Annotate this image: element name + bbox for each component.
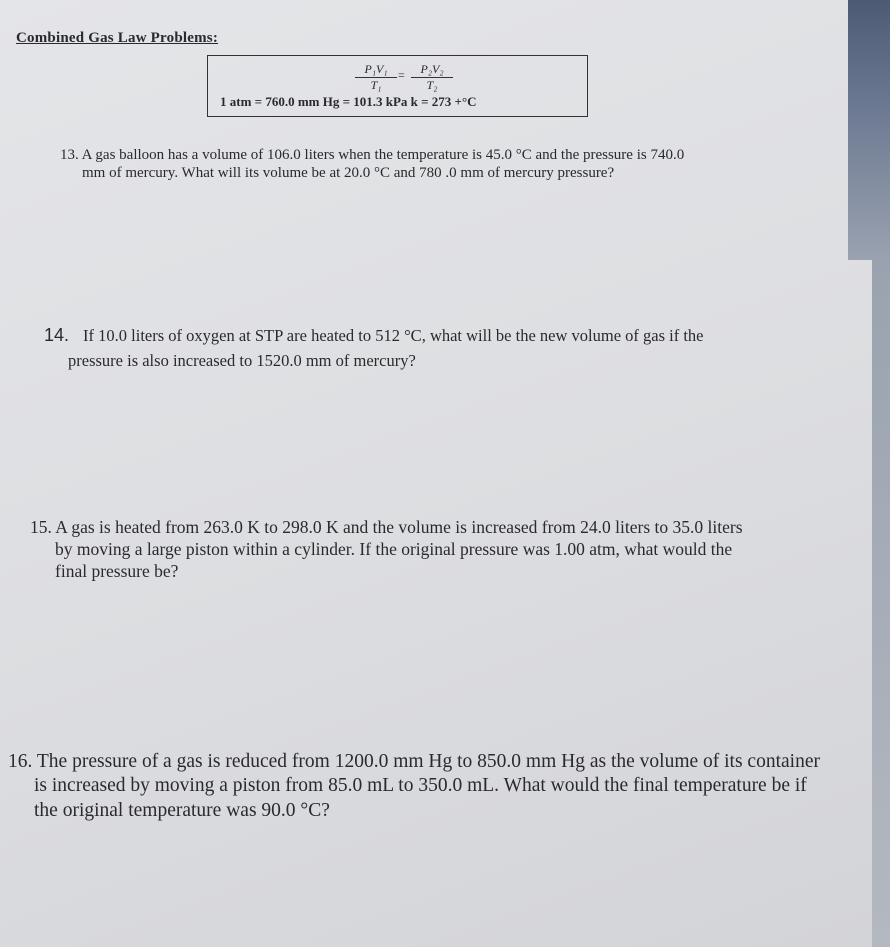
formula-box [207,55,588,117]
formula-right-fraction [411,62,453,93]
formula-right-numerator: P₂V₂ [411,62,453,78]
background-edge-lower [872,260,890,947]
problem-13-line-1: 13. A gas balloon has a volume of 106.0 liters when the temperature is 45.0 °C and the pressure is 740.0 [60,147,685,163]
problem-15-line-1: 15. A gas is heated from 263.0 K to 298.0 K and the volume is increased from 24.0 liters to 35.0 liters [30,517,743,537]
formula-left-fraction [355,62,397,93]
problem-16-line-3: the original temperature was 90.0 °C? [34,799,330,821]
formula-right-denominator: T₂ [426,78,438,92]
problem-14-line-1: If 10.0 liters of oxygen at STP are heated to 512 °C, what will be the new volume of gas if the [83,326,704,345]
problem-14-number: 14. [44,325,70,345]
problem-16-line-1: 16. The pressure of a gas is reduced from 1200.0 mm Hg to 850.0 mm Hg as the volume of its container [8,751,820,772]
formula-left-denominator: T₁ [370,78,382,92]
formula-equals: = [398,68,405,82]
problem-14 [44,322,814,374]
problem-15 [30,517,840,583]
problem-14-line-2: pressure is also increased to 1520.0 mm of mercury? [68,351,416,370]
problem-13-line-2: mm of mercury. What will its volume be at 20.0 °C and 780 .0 mm of mercury pressure? [82,165,615,181]
problem-13 [60,146,800,182]
problem-16 [8,750,883,823]
formula-left-numerator: P₁V₁ [355,62,397,78]
problem-16-line-2: is increased by moving a piston from 85.0 mL to 350.0 mL. What would the final temperature be if [34,775,807,797]
unit-conversions: 1 atm = 760.0 mm Hg = 101.3 kPa k = 273 +°C [220,94,477,109]
problem-15-line-3: final pressure be? [55,560,179,581]
problem-15-line-2: by moving a large piston within a cylinder. If the original pressure was 1.00 atm, what would the [55,538,733,559]
page-title: Combined Gas Law Problems: [16,30,219,46]
background-edge [848,0,890,260]
